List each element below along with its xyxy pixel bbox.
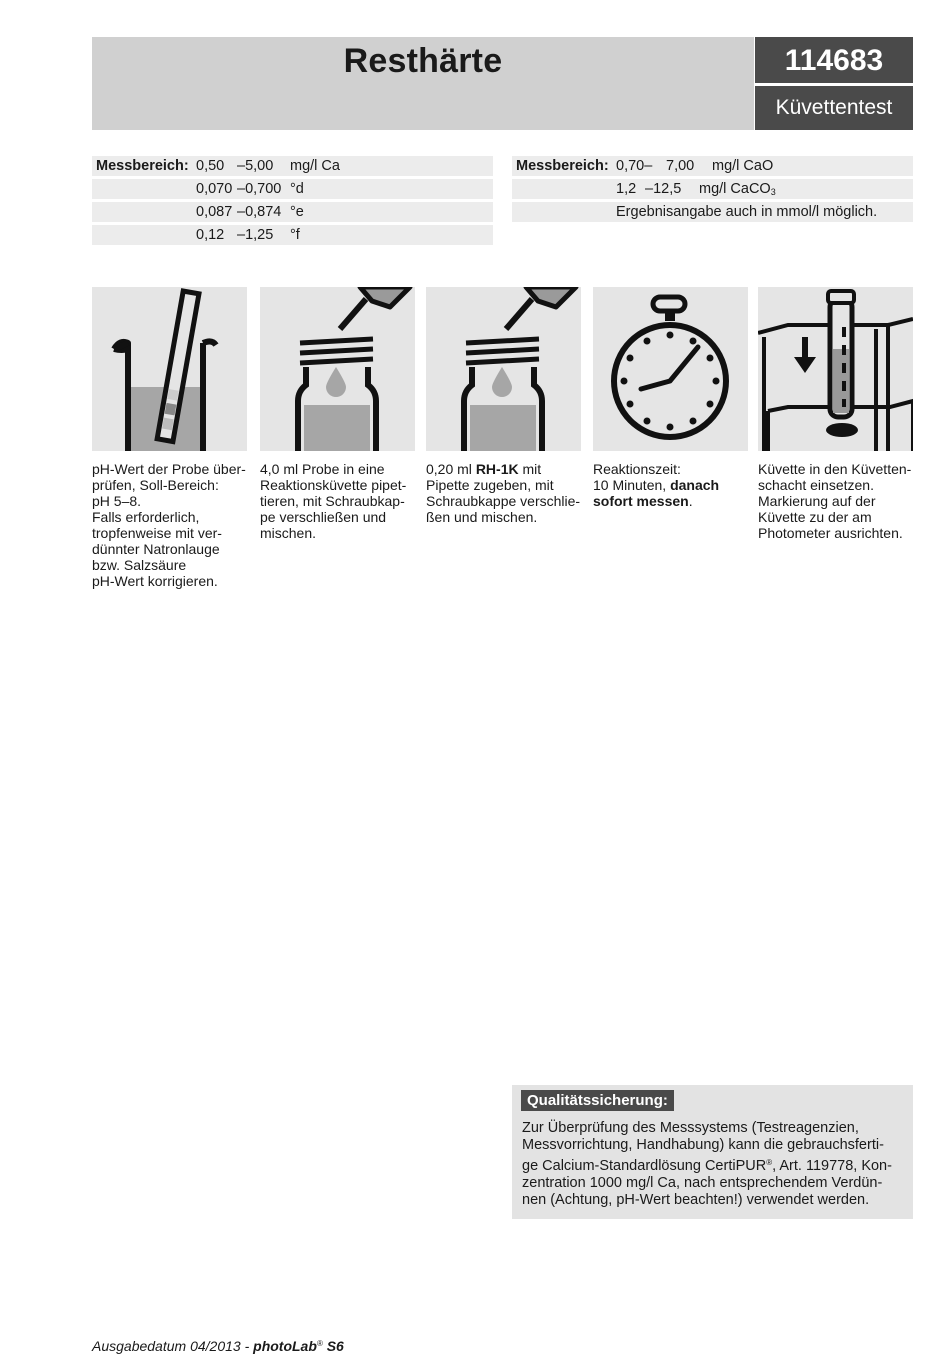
range-unit: mg/l Ca: [290, 158, 340, 174]
range-from: 0,087: [196, 204, 233, 220]
beaker-with-ph-strip-icon: [92, 287, 247, 451]
range-to: –5,00: [237, 158, 274, 174]
page-title: Resthärte: [343, 42, 503, 80]
issue-date: Ausgabedatum 04/2013: [92, 1338, 241, 1354]
range-unit: [699, 179, 776, 202]
step-text-part: .: [688, 493, 693, 509]
range-left-row: [92, 225, 493, 245]
reagent-name: RH-1K: [475, 461, 519, 477]
range-from: 1,2: [616, 181, 637, 197]
step-4-text: [593, 461, 751, 509]
range-left-row: [92, 179, 493, 199]
step-1-text: pH-Wert der Probe über- prüfen, Soll-Bereich: pH 5–8. Falls erforderlich, tropfenweise mit ver- dünnter Natronlauge bzw. Salzsäure pH-Wert korrigieren.: [92, 461, 246, 589]
range-to: 7,00: [666, 158, 695, 174]
article-number: 114683: [755, 37, 913, 83]
range-note: Ergebnisangabe auch in mmol/l möglich.: [616, 204, 878, 220]
range-label: Messbereich:: [96, 158, 189, 174]
range-to: –0,700: [237, 181, 282, 197]
range-label: Messbereich:: [516, 158, 609, 174]
registered-mark: ®: [316, 1339, 323, 1348]
footer: [92, 1338, 344, 1354]
range-to: –12,5: [645, 181, 682, 197]
range-unit: °f: [290, 227, 300, 243]
step-2-text: 4,0 ml Probe in eine Reaktionsküvette pipet- tieren, mit Schraubkap- pe verschließen und mischen.: [260, 461, 407, 541]
range-unit: °d: [290, 181, 304, 197]
range-unit: mg/l CaO: [712, 158, 774, 174]
unit-main: mg/l CaCO: [699, 181, 771, 197]
pipette-into-cell-icon: [260, 287, 415, 451]
step-text-part: mit Pipette zugeben, mit Schraubkappe verschlie- ßen und mischen.: [426, 461, 581, 525]
range-from: 0,50: [196, 158, 225, 174]
product-model: S6: [322, 1338, 344, 1354]
footer-separator: -: [240, 1338, 254, 1354]
quality-text: [522, 1120, 907, 1209]
unit-subscript: 3: [770, 187, 776, 197]
quality-title: Qualitätssicherung:: [521, 1090, 674, 1111]
step-text-part: Reaktionszeit: 10 Minuten,: [593, 461, 681, 493]
range-left-row: [92, 202, 493, 222]
quality-text-part: , Art. 119778, Kon- zentration 1000 mg/l Ca, nach entsprechendem Verdün- nen (Achtung, pH-Wert beachten!) verwendet werden.: [522, 1158, 892, 1208]
stopwatch-icon: [593, 287, 748, 451]
range-right-row: [512, 156, 913, 176]
step-5-text: Küvette in den Küvetten- schacht einsetzen. Markierung auf der Küvette zu der am Photometer ausrichten.: [758, 461, 912, 541]
range-to: –1,25: [237, 227, 274, 243]
range-unit: °e: [290, 204, 304, 220]
range-from: 0,070: [196, 181, 233, 197]
range-from: 0,70–: [616, 158, 653, 174]
range-right-row: [512, 179, 913, 199]
range-left-row: [92, 156, 493, 176]
step-emphasis: danach sofort messen: [593, 477, 720, 509]
pipette-reagent-icon: [426, 287, 581, 451]
range-from: 0,12: [196, 227, 225, 243]
product-name: photoLab: [253, 1338, 317, 1354]
range-right-row: [512, 202, 913, 222]
registered-mark: ®: [766, 1158, 773, 1167]
cell-into-photometer-icon: [758, 287, 913, 451]
step-text-part: 0,20 ml: [426, 461, 476, 477]
quality-text-part: Zur Überprüfung des Messsystems (Testreagenzien, Messvorrichtung, Handhabung) kann die gebrauchsferti- ge Calcium-Standardlösung CertiPUR: [522, 1120, 884, 1174]
step-3-text: [426, 461, 588, 525]
range-to: –0,874: [237, 204, 282, 220]
test-type: Küvettentest: [755, 86, 913, 130]
